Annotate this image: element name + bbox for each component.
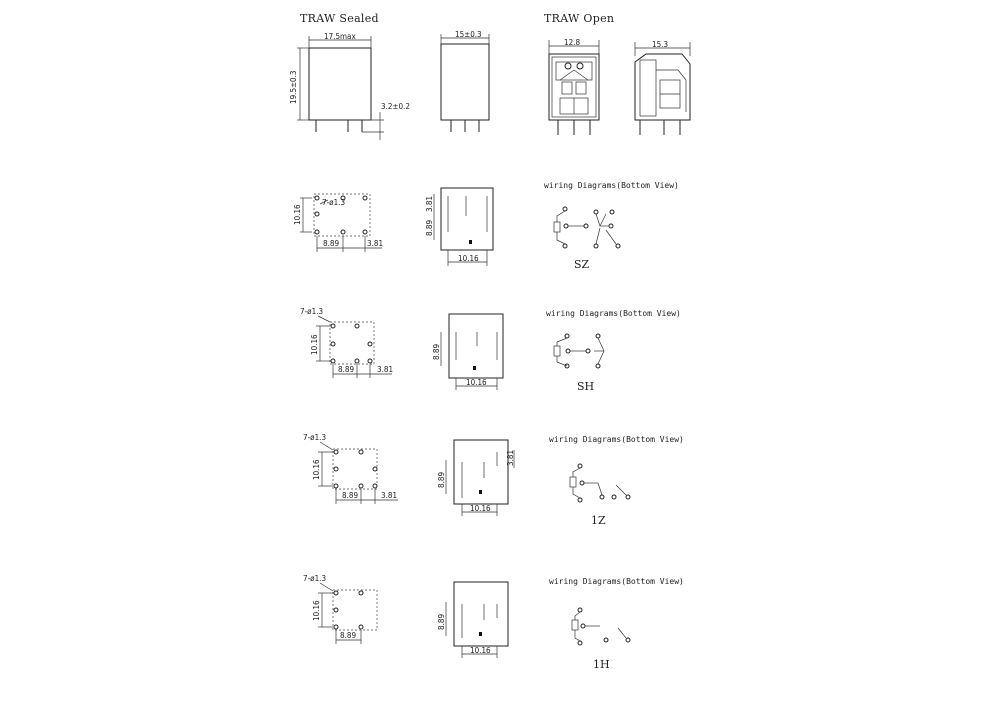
1z-pitch-v: 10.16 <box>312 459 321 480</box>
sz-hole-spec: 7-ø1.3 <box>322 198 346 207</box>
sh-pitch-b: 3.81 <box>377 365 394 374</box>
sh-wiring-diagram <box>546 309 681 393</box>
row-sz <box>293 181 679 271</box>
1h-bottom-view <box>437 582 508 658</box>
sz-bottom-height: 8.89 <box>425 219 434 236</box>
1z-wiring-diagram <box>549 435 684 527</box>
sh-bottom-width: 10.16 <box>466 378 487 387</box>
sz-pitch-v: 10.16 <box>293 204 302 225</box>
sh-hole-spec: 7-ø1.3 <box>300 307 324 316</box>
1z-pitch-b: 3.81 <box>381 491 398 500</box>
sz-wiring-title: wiring Diagrams(Bottom View) <box>544 181 679 190</box>
1z-pcb-footprint <box>303 433 398 504</box>
1h-bottom-height: 8.89 <box>437 613 446 630</box>
1h-bottom-width: 10.16 <box>470 646 491 655</box>
1h-pitch-a: 8.89 <box>340 631 357 640</box>
1h-pcb-footprint <box>303 574 377 644</box>
1z-hole-spec: 7-ø1.3 <box>303 433 327 442</box>
sz-bottom-view <box>425 188 493 266</box>
sh-type-code: SH <box>577 380 595 393</box>
row-1z <box>303 433 684 527</box>
row-sh <box>300 307 681 393</box>
sh-bottom-height: 8.89 <box>432 343 441 360</box>
sh-bottom-view <box>432 314 503 390</box>
sh-pitch-a: 8.89 <box>338 365 355 374</box>
1z-wiring-title: wiring Diagrams(Bottom View) <box>549 435 684 444</box>
dim-width-max: 17.5max <box>324 32 356 41</box>
1h-wiring-title: wiring Diagrams(Bottom View) <box>549 577 684 586</box>
dim-depth: 15±0.3 <box>455 30 482 39</box>
dim-height: 19.5±0.3 <box>289 70 298 104</box>
1z-bottom-side: 3.81 <box>506 449 515 466</box>
1z-type-code: 1Z <box>591 514 606 527</box>
1z-bottom-view <box>437 440 515 516</box>
sealed-front-view <box>289 32 410 140</box>
1z-pitch-a: 8.89 <box>342 491 359 500</box>
sz-pitch-a: 8.89 <box>323 239 340 248</box>
header-traw-sealed: TRAW Sealed <box>300 12 379 25</box>
dim-open-depth: 15.3 <box>652 40 669 49</box>
sh-pitch-v: 10.16 <box>310 334 319 355</box>
1h-pitch-v: 10.16 <box>312 600 321 621</box>
dim-open-width: 12.8 <box>564 38 581 47</box>
sz-pcb-footprint <box>293 194 383 252</box>
header-traw-open: TRAW Open <box>544 12 615 25</box>
sz-wiring-diagram <box>544 181 679 271</box>
1h-hole-spec: 7-ø1.3 <box>303 574 327 583</box>
1h-type-code: 1H <box>593 658 610 671</box>
1z-bottom-width: 10.16 <box>470 504 491 513</box>
sh-pcb-footprint <box>300 307 393 378</box>
1z-bottom-height: 8.89 <box>437 471 446 488</box>
open-side-view <box>635 40 690 135</box>
dim-pin-length: 3.2±0.2 <box>381 102 410 111</box>
1h-wiring-diagram <box>549 577 684 671</box>
sh-wiring-title: wiring Diagrams(Bottom View) <box>546 309 681 318</box>
sz-type-code: SZ <box>574 258 590 271</box>
sz-pitch-b: 3.81 <box>367 239 384 248</box>
sealed-side-view <box>441 30 489 132</box>
row-1h <box>303 574 684 671</box>
sz-bottom-side: 3.81 <box>425 195 434 212</box>
open-front-view <box>549 38 599 135</box>
sz-bottom-width: 10.16 <box>458 254 479 263</box>
